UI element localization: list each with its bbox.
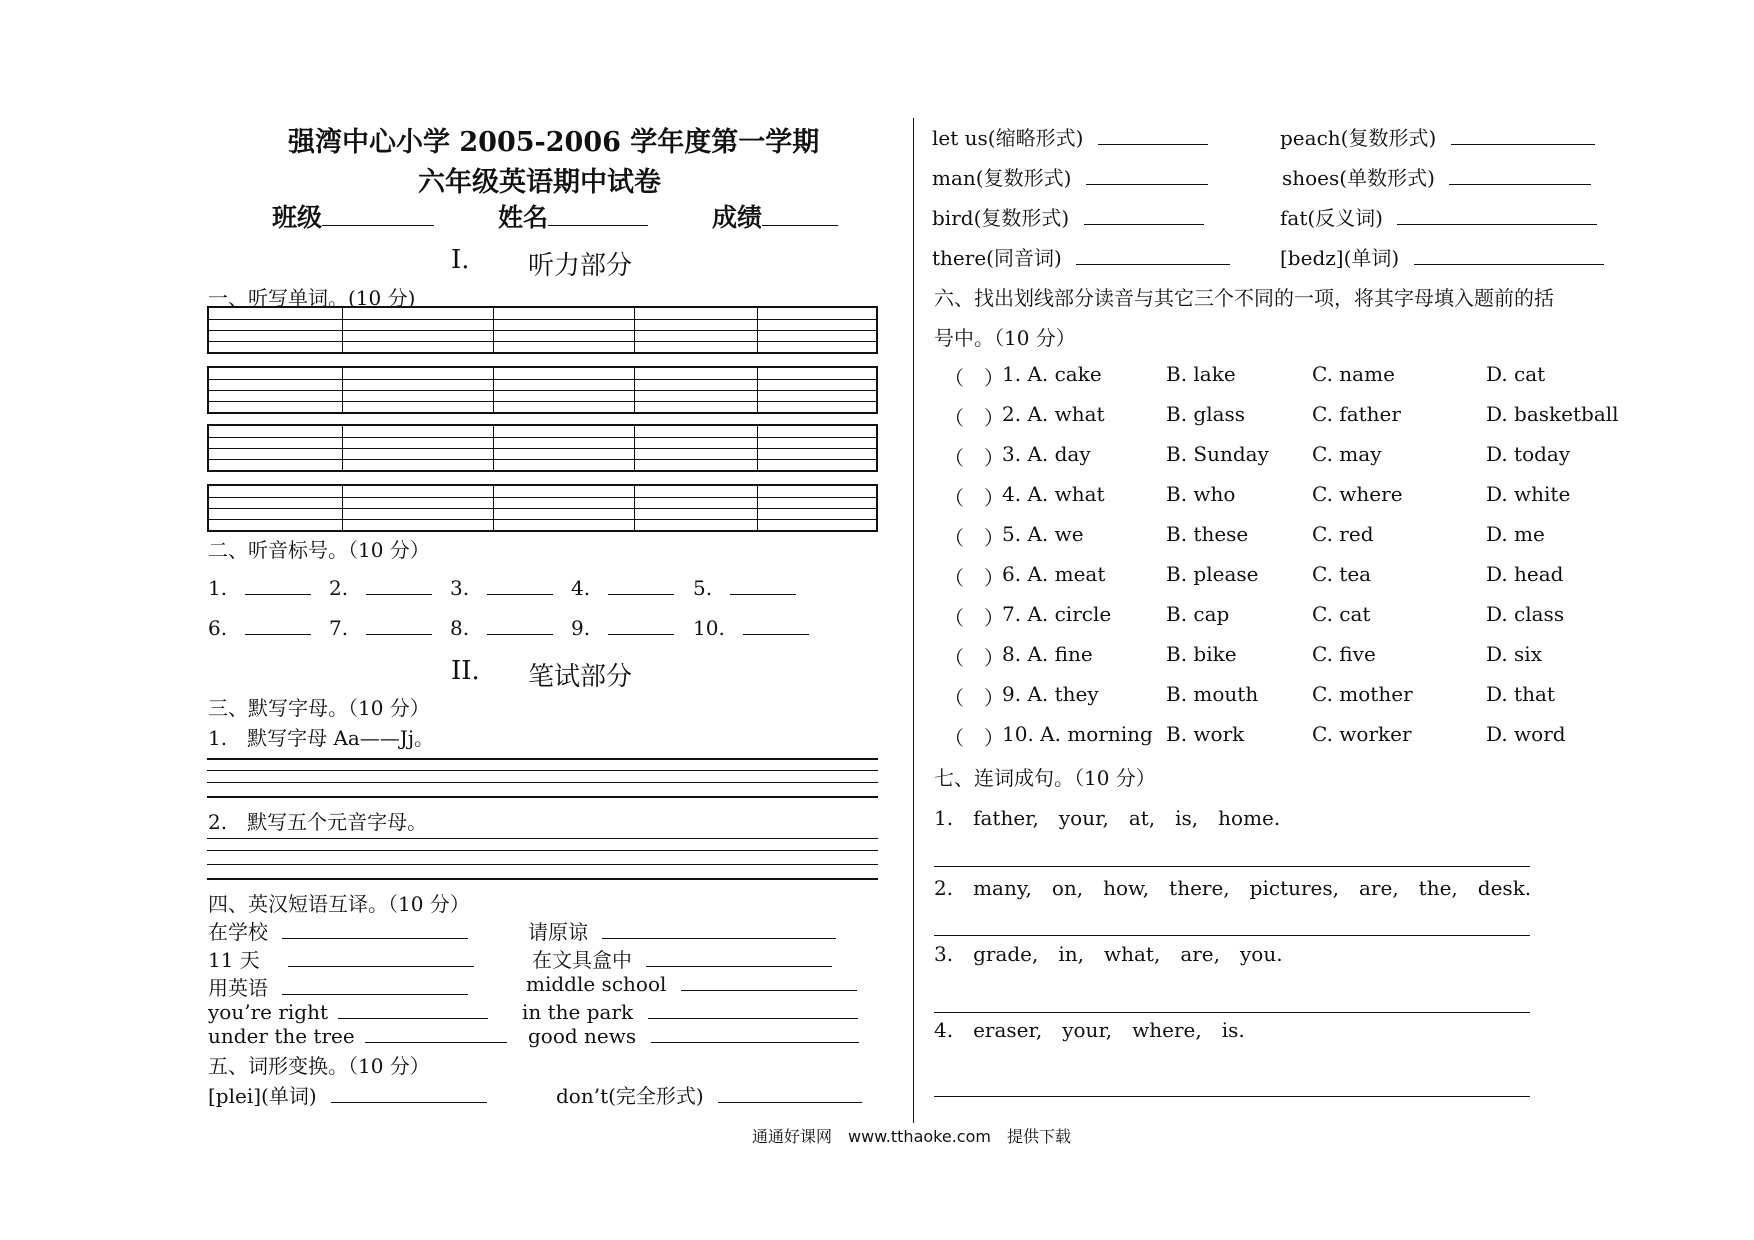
- name-label: 姓名: [498, 203, 549, 232]
- answer-bracket[interactable]: （ ）: [944, 686, 1004, 710]
- option-a: 10. A. morning: [1002, 722, 1153, 746]
- option-d: D. six: [1486, 642, 1542, 666]
- dictation-grid[interactable]: [207, 424, 878, 472]
- option-d: D. basketball: [1486, 402, 1619, 426]
- q2-item: 3.: [450, 576, 553, 600]
- writing-line[interactable]: [207, 782, 878, 783]
- option-b: B. lake: [1166, 362, 1236, 386]
- option-a: 4. A. what: [1002, 482, 1105, 506]
- q2-item: 2.: [329, 576, 432, 600]
- option-b: B. glass: [1166, 402, 1246, 426]
- option-a: 9. A. they: [1002, 682, 1099, 706]
- writing-line[interactable]: [207, 770, 878, 771]
- option-b: B. please: [1166, 562, 1259, 586]
- answer-line[interactable]: [934, 1012, 1530, 1013]
- option-d: D. white: [1486, 482, 1571, 506]
- option-c: C. red: [1312, 522, 1374, 546]
- option-c: C. where: [1312, 482, 1403, 506]
- answer-bracket[interactable]: （ ）: [944, 646, 1004, 670]
- part1-title: 听力部分: [528, 251, 633, 281]
- q2-item: 9.: [571, 616, 674, 640]
- q4-title: 四、英汉短语互译。（10 分）: [208, 892, 470, 916]
- part2-title: 笔试部分: [528, 662, 633, 692]
- option-a: 7. A. circle: [1002, 602, 1112, 626]
- q3-item2: 2. 默写五个元音字母。: [208, 810, 428, 834]
- q4-right-item: in the park: [522, 1000, 858, 1024]
- score-field: [712, 198, 838, 234]
- writing-line[interactable]: [207, 850, 878, 851]
- q2-item: 1.: [208, 576, 311, 600]
- q7-item: 4. eraser, your, where, is.: [934, 1018, 1245, 1042]
- q7-item: 3. grade, in, what, are, you.: [934, 942, 1283, 966]
- part1-numeral: I.: [451, 245, 470, 275]
- class-label: 班级: [272, 203, 323, 232]
- q7-title: 七、连词成句。（10 分）: [934, 766, 1156, 790]
- part2-numeral: II.: [451, 656, 480, 686]
- option-c: C. worker: [1312, 722, 1412, 746]
- answer-bracket[interactable]: （ ）: [944, 366, 1004, 390]
- q1-title: 一、听写单词。(10 分): [208, 286, 416, 310]
- q5-item: man(复数形式): [932, 162, 1208, 191]
- writing-line[interactable]: [207, 864, 878, 865]
- answer-bracket[interactable]: （ ）: [944, 566, 1004, 590]
- answer-bracket[interactable]: （ ）: [944, 406, 1004, 430]
- q2-item: 8.: [450, 616, 553, 640]
- q5-item: there(同音词): [932, 242, 1230, 271]
- dictation-grid[interactable]: [207, 484, 878, 532]
- exam-title: 强湾中心小学 2005-2006 学年度第一学期: [288, 127, 820, 158]
- score-label: 成绩: [712, 203, 763, 232]
- name-field: [498, 198, 648, 234]
- option-b: B. Sunday: [1166, 442, 1269, 466]
- option-b: B. mouth: [1166, 682, 1259, 706]
- dictation-grid[interactable]: [207, 366, 878, 414]
- q3-title: 三、默写字母。（10 分）: [208, 696, 430, 720]
- option-a: 8. A. fine: [1002, 642, 1093, 666]
- option-b: B. work: [1166, 722, 1245, 746]
- option-a: 1. A. cake: [1002, 362, 1102, 386]
- option-d: D. head: [1486, 562, 1564, 586]
- score-blank[interactable]: [762, 207, 838, 226]
- option-c: C. mother: [1312, 682, 1413, 706]
- q2-item: 10.: [693, 616, 809, 640]
- option-b: B. bike: [1166, 642, 1237, 666]
- option-c: C. five: [1312, 642, 1376, 666]
- option-a: 5. A. we: [1002, 522, 1084, 546]
- q7-item: 2. many, on, how, there, pictures, are, the, desk.: [934, 876, 1532, 900]
- q5-title: 五、词形变换。（10 分）: [208, 1054, 430, 1078]
- answer-bracket[interactable]: （ ）: [944, 726, 1004, 750]
- option-c: C. may: [1312, 442, 1382, 466]
- q7-item: 1. father, your, at, is, home.: [934, 806, 1281, 830]
- exam-subtitle: 六年级英语期中试卷: [418, 167, 661, 198]
- option-d: D. that: [1486, 682, 1555, 706]
- q2-title: 二、听音标号。（10 分）: [208, 538, 430, 562]
- option-d: D. cat: [1486, 362, 1546, 386]
- q4-right-item: 请原谅: [528, 916, 836, 945]
- q5-item: shoes(单数形式): [1282, 162, 1591, 191]
- writing-line[interactable]: [207, 838, 878, 839]
- q5-item: let us(缩略形式): [932, 122, 1208, 151]
- answer-line[interactable]: [934, 1096, 1530, 1097]
- option-d: D. word: [1486, 722, 1566, 746]
- q4-left-item: 在学校: [208, 916, 468, 945]
- q5-item: [plei](单词): [208, 1080, 487, 1109]
- q5-item: bird(复数形式): [932, 202, 1204, 231]
- class-field: [272, 198, 434, 234]
- footer-credit: 通通好课网 www.tthaoke.com 提供下载: [752, 1127, 1071, 1146]
- answer-bracket[interactable]: （ ）: [944, 446, 1004, 470]
- option-d: D. class: [1486, 602, 1565, 626]
- option-c: C. tea: [1312, 562, 1372, 586]
- q4-left-item: 用英语: [208, 972, 468, 1001]
- option-c: C. cat: [1312, 602, 1371, 626]
- q2-item: 7.: [329, 616, 432, 640]
- option-d: D. me: [1486, 522, 1545, 546]
- class-blank[interactable]: [322, 207, 434, 226]
- column-divider: [913, 118, 914, 1123]
- q2-item: 6.: [208, 616, 311, 640]
- q6-title-cont: 号中。（10 分）: [934, 326, 1076, 350]
- option-c: C. name: [1312, 362, 1395, 386]
- q4-left-item: under the tree: [208, 1024, 507, 1048]
- q4-right-item: good news: [528, 1024, 859, 1048]
- option-c: C. father: [1312, 402, 1401, 426]
- dictation-grid[interactable]: [207, 306, 878, 354]
- q6-title: 六、找出划线部分读音与其它三个不同的一项，将其字母填入题前的括: [934, 286, 1554, 310]
- q5-item: don’t(完全形式): [556, 1080, 862, 1109]
- writing-line[interactable]: [207, 758, 878, 760]
- writing-line[interactable]: [207, 878, 878, 880]
- option-d: D. today: [1486, 442, 1571, 466]
- option-b: B. who: [1166, 482, 1236, 506]
- option-b: B. cap: [1166, 602, 1230, 626]
- option-b: B. these: [1166, 522, 1249, 546]
- q4-right-item: 在文具盒中: [532, 944, 832, 973]
- q4-left-item: 11 天: [208, 944, 474, 973]
- answer-line[interactable]: [934, 866, 1530, 867]
- q3-item1: 1. 默写字母 Aa——Jj。: [208, 726, 435, 750]
- answer-bracket[interactable]: （ ）: [944, 606, 1004, 630]
- answer-line[interactable]: [934, 935, 1530, 936]
- q5-item: fat(反义词): [1280, 202, 1597, 231]
- q5-item: peach(复数形式): [1280, 122, 1595, 151]
- q2-item: 4.: [571, 576, 674, 600]
- q4-left-item: you’re right: [208, 1000, 488, 1024]
- option-a: 3. A. day: [1002, 442, 1091, 466]
- answer-bracket[interactable]: （ ）: [944, 526, 1004, 550]
- option-a: 2. A. what: [1002, 402, 1105, 426]
- writing-line[interactable]: [207, 796, 878, 798]
- q2-item: 5.: [693, 576, 796, 600]
- q4-right-item: middle school: [526, 972, 857, 996]
- option-a: 6. A. meat: [1002, 562, 1106, 586]
- name-blank[interactable]: [548, 207, 648, 226]
- answer-bracket[interactable]: （ ）: [944, 486, 1004, 510]
- q5-item: [bedz](单词): [1280, 242, 1604, 271]
